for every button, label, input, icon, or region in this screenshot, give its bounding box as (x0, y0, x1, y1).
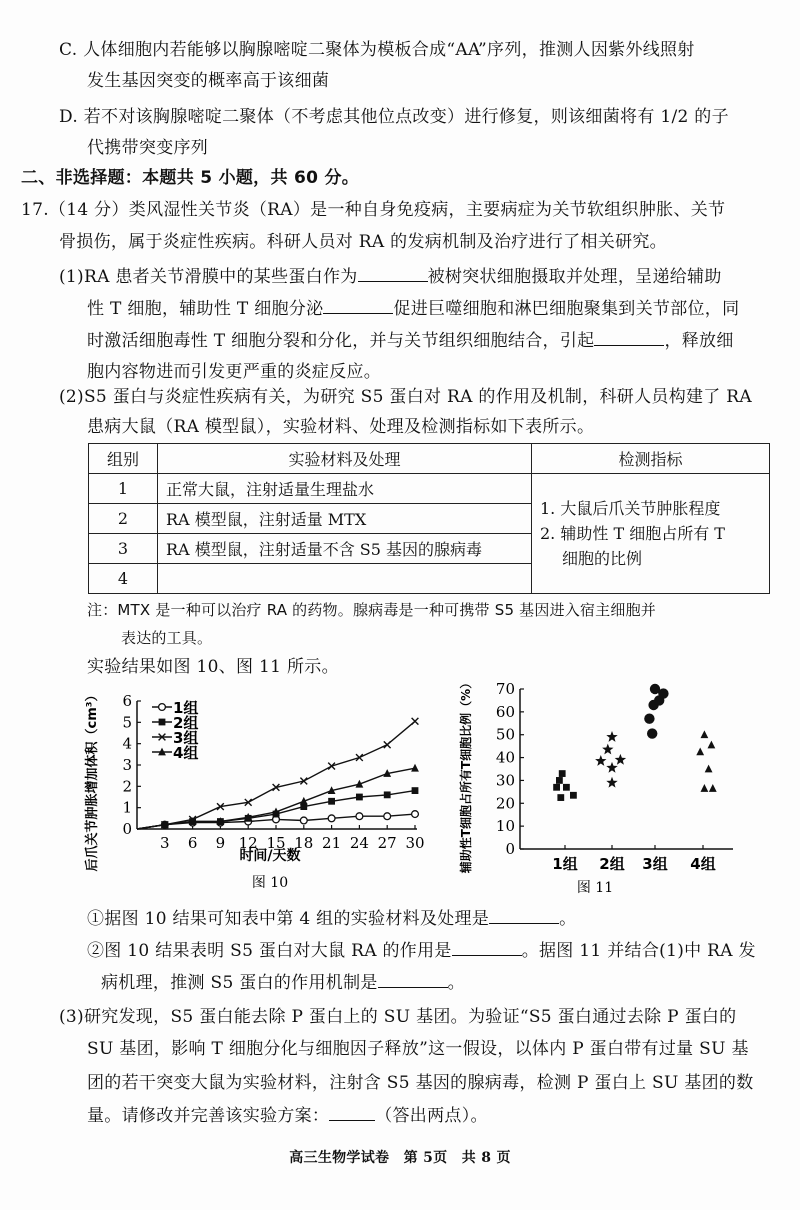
q17-part2-line1: (2)S5 蛋白与炎症性疾病有关，为研究 S5 蛋白对 RA 的作用及机制，科研人员构建了 RA (59, 387, 752, 407)
figure-11-y-tick-label: 10 (495, 817, 515, 836)
figure-10-data-point (328, 798, 335, 805)
q17-sub1 (87, 907, 576, 930)
indicator-1: 1. 大鼠后爪关节肿胀程度 (540, 499, 721, 518)
answer-blank-4[interactable] (489, 907, 559, 924)
figure-11-data-point (570, 792, 577, 799)
figure-11-x-tick-label: 2组 (599, 855, 625, 873)
table-header-material: 实验材料及处理 (158, 444, 532, 474)
figure-11-data-point (553, 784, 560, 791)
figure-11-data-point (559, 770, 566, 777)
table-cell-group: 3 (89, 534, 158, 564)
q17-part1-text-a: (1)RA 患者关节滑膜中的某些蛋白作为 (59, 267, 358, 287)
q17-intro-line2: 骨损伤，属于炎症性疾病。科研人员对 RA 的发病机制及治疗进行了相关研究。 (59, 232, 667, 252)
figure-11-data-point (701, 730, 709, 738)
table-cell-material[interactable] (158, 564, 532, 594)
figure-11-scatter-chart (450, 675, 750, 900)
option-c-line1: C. 人体细胞内若能够以胸腺嘧啶二聚体为模板合成“AA”序列，推测人因紫外线照射 (59, 40, 695, 60)
figure-11-y-tick-label: 40 (495, 748, 515, 767)
table-cell-group: 2 (89, 504, 158, 534)
answer-blank-1[interactable] (358, 265, 428, 282)
q17-part1-line2 (87, 297, 739, 320)
figure-11-data-point (606, 777, 617, 788)
figure-10-x-tick-label: 15 (266, 834, 286, 852)
figure-10-data-point (384, 813, 391, 820)
table-note-line2: 表达的工具。 (121, 629, 213, 647)
table-header-indicator: 检测指标 (532, 444, 770, 474)
table-cell-material: 正常大鼠，注射适量生理盐水 (158, 474, 532, 504)
q17-intro-line1: 17.（14 分）类风湿性关节炎（RA）是一种自身免疫病，主要病症为关节软组织肿胀、关节 (21, 200, 726, 220)
figure-11-data-point (709, 784, 717, 792)
figure-10-data-point (356, 794, 363, 801)
figure-10-data-point (412, 718, 419, 725)
figure-11-x-tick-label: 4组 (690, 855, 716, 873)
figure-11-data-point (658, 688, 668, 698)
answer-blank-2[interactable] (323, 297, 393, 314)
q17-part1-text-f: ，释放细 (664, 331, 734, 351)
q17-sub2-text-b: 。据图 11 并结合(1)中 RA 发 (521, 941, 756, 961)
q17-sub1-text-a: ①据图 10 结果可知表中第 4 组的实验材料及处理是 (87, 909, 490, 929)
answer-blank-3[interactable] (594, 329, 664, 346)
answer-blank-6[interactable] (378, 971, 448, 988)
q17-part3-line4 (87, 1104, 488, 1127)
figure-10-data-point (328, 815, 335, 822)
answer-blank-7[interactable] (329, 1104, 375, 1121)
figure-11-x-tick-label: 3组 (642, 855, 668, 873)
answer-blank-5[interactable] (452, 939, 522, 956)
figure-11-y-tick-label: 30 (495, 771, 515, 790)
figure-10-data-point (384, 791, 391, 798)
q17-sub2-text-a: ②图 10 结果表明 S5 蛋白对大鼠 RA 的作用是 (87, 941, 452, 961)
figure-11-data-point (701, 784, 709, 792)
figure-10-x-tick-label: 9 (215, 834, 226, 852)
figure-11-data-point (606, 731, 617, 742)
q17-part1-line4: 胞内容物进而引发更严重的炎症反应。 (87, 362, 382, 382)
figure-11-caption: 图 11 (576, 880, 614, 896)
figure-10-y-tick-label: 4 (122, 734, 132, 753)
q17-part1-text-e: 时激活细胞毒性 T 细胞分裂和分化，并与关节组织细胞结合，引起 (87, 331, 595, 351)
figure-11-data-point (644, 714, 654, 724)
figure-11-y-tick-label: 20 (495, 794, 515, 813)
figure-11-data-point (606, 762, 617, 773)
figure-10-y-tick-label: 0 (122, 820, 132, 838)
figure-10-legend-label: 1组 (173, 699, 199, 717)
table-header-group: 组别 (89, 444, 158, 474)
figure-10-legend-marker (159, 704, 166, 711)
figure-11-y-tick-label: 0 (505, 840, 515, 858)
figure-10-x-tick-label: 24 (349, 834, 369, 852)
figure-10-x-tick-label: 30 (405, 834, 425, 852)
q17-sub2-line2 (101, 971, 465, 994)
q17-part1-text-b: 被树突状细胞摄取并处理，呈递给辅助 (427, 267, 722, 287)
figure-10-y-tick-label: 1 (122, 798, 132, 817)
section-header: 二、非选择题：本题共 5 小题，共 60 分。 (21, 168, 360, 188)
q17-part3-line3: 团的若干突变大鼠为实验材料，注射含 S5 基因的腺病毒，检测 P 蛋白上 SU 基团的数 (87, 1073, 754, 1093)
q17-part3-line2: SU 基团，影响 T 细胞分化与细胞因子释放”这一假设，以体内 P 蛋白带有过量 SU 基 (87, 1039, 749, 1059)
figure-10-y-tick-label: 5 (122, 713, 132, 732)
figure-10-legend-label: 3组 (173, 729, 199, 747)
figure-11-data-point (563, 784, 570, 791)
figure-10-line-chart (80, 680, 440, 895)
figure-11-data-point (705, 765, 713, 773)
q17-part3-text-a: 量。请修改并完善该实验方案： (87, 1106, 330, 1126)
q17-part3-text-b: （答出两点）。 (375, 1106, 488, 1126)
figure-11-y-axis-label: 辅助性T细胞占所有T细胞比例（%） (459, 676, 473, 874)
table-row (89, 474, 770, 504)
figure-11-data-point (647, 728, 657, 738)
q17-sub2-text-d: 。 (447, 973, 465, 993)
table-cell-group: 1 (89, 474, 158, 504)
table-cell-group: 4 (89, 564, 158, 594)
figure-10-x-axis-label: 时间/天数 (239, 848, 301, 864)
option-d-line2: 代携带突变序列 (87, 138, 209, 158)
indicator-2: 2. 辅助性 T 细胞占所有 T (540, 524, 725, 543)
figure-10-legend-label: 2组 (173, 714, 199, 732)
figure-10-legend-marker (159, 719, 166, 726)
figure-10-x-tick-label: 27 (377, 834, 397, 852)
figure-10-x-tick-label: 21 (322, 834, 342, 852)
figure-10-y-axis-label: 后爪关节肿胀增加体积（cm³） (85, 688, 100, 872)
table-note-line1: 注：MTX 是一种可以治疗 RA 的药物。腺病毒是一种可携带 S5 基因进入宿主细胞并 (87, 601, 656, 619)
figure-10-legend-label: 4组 (173, 744, 199, 762)
figure-10-data-point (300, 817, 307, 824)
figure-11-data-point (615, 754, 626, 765)
figure-11-y-tick-label: 60 (495, 702, 515, 721)
figure-11-data-point (696, 747, 704, 755)
figure-10-y-tick-label: 6 (122, 692, 132, 710)
figure-10-y-tick-label: 2 (122, 777, 132, 796)
q17-part1-text-d: 促进巨噬细胞和淋巴细胞聚集到关节部位，同 (393, 299, 740, 319)
figure-11-data-point (708, 741, 716, 749)
q17-sub2-text-c: 病机理，推测 S5 蛋白的作用机制是 (101, 973, 378, 993)
q17-sub1-text-b: 。 (559, 909, 577, 929)
results-intro: 实验结果如图 10、图 11 所示。 (87, 657, 339, 677)
q17-part1-text-c: 性 T 细胞，辅助性 T 细胞分泌 (87, 299, 324, 319)
figure-11-x-tick-label: 1组 (552, 855, 578, 873)
q17-sub2-line1 (87, 939, 756, 962)
figure-11-data-point (602, 744, 613, 755)
indicator-2-cont: 细胞的比例 (562, 549, 643, 568)
option-c-line2: 发生基因突变的概率高于该细菌 (87, 71, 330, 91)
q17-part1-line3 (87, 329, 734, 352)
figure-11-data-point (557, 794, 564, 801)
table-header-row (89, 444, 770, 474)
experiment-table (88, 443, 770, 594)
q17-part2-line2: 患病大鼠（RA 模型鼠），实验材料、处理及检测指标如下表所示。 (87, 417, 595, 437)
figure-11-y-tick-label: 50 (495, 725, 515, 744)
figure-11-data-point (595, 755, 606, 766)
page-footer: 高三生物学试卷 第 5页 共 8 页 (289, 1150, 511, 1166)
figure-10-data-point (412, 787, 419, 794)
figure-10-x-tick-label: 12 (238, 834, 258, 852)
table-cell-material: RA 模型鼠，注射适量 MTX (158, 504, 532, 534)
figure-11-y-tick-label: 70 (495, 680, 515, 698)
figure-10-data-point (356, 813, 363, 820)
figure-10-x-tick-label: 6 (187, 834, 198, 852)
figure-10-data-point (412, 811, 419, 818)
figure-10-data-point (411, 764, 419, 772)
table-cell-indicators (532, 474, 770, 594)
figure-10-data-point (384, 741, 391, 748)
figure-10-caption: 图 10 (251, 875, 289, 891)
figure-10-x-tick-label: 18 (294, 834, 314, 852)
q17-part1-line1 (59, 265, 722, 288)
option-d-line1: D. 若不对该胸腺嘧啶二聚体（不考虑其他位点改变）进行修复，则该细菌将有 1/2 的子 (59, 107, 729, 127)
figure-11-data-point (556, 777, 563, 784)
figure-10-x-tick-label: 3 (160, 834, 170, 852)
q17-part3-line1: (3)研究发现，S5 蛋白能去除 P 蛋白上的 SU 基团。为验证“S5 蛋白通过去除 P 蛋白的 (59, 1007, 737, 1027)
table-cell-material: RA 模型鼠，注射适量不含 S5 基因的腺病毒 (158, 534, 532, 564)
figure-10-y-tick-label: 3 (122, 756, 132, 774)
